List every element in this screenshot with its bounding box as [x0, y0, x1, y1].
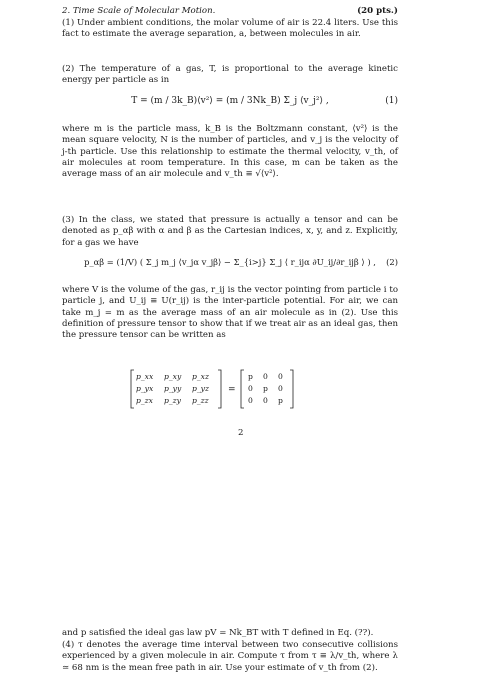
problem-points: (20 pts.) — [357, 6, 398, 16]
part-3b — [62, 285, 398, 341]
right-matrix-open-bracket — [241, 370, 244, 408]
part-3b-text: where V is the volume of the gas, r_ij is the vector pointing from particle i to particle j, and U_ij ≡ U(r_ij) is the inter-particle potential. For air, we can take m_j = m as the average mass of an air molecule as in (2). Use this definition of pressure tensor to show that if we treat air as an ideal gas, then the pressure tensor can be written as — [62, 285, 398, 341]
part-2b-text: where m is the particle mass, k_B is the Boltzmann constant, ⟨v²⟩ is the mean square velocity, N is the number of particles, and v_j is the velocity of j-th particle. Use this relationship to estimate the thermal velocity, v_th, of air molecules at room temperature. In this case, m can be taken as the average mass of an air molecule and v_th ≡ √⟨v²⟩. — [62, 124, 398, 180]
pressure-tensor-svg — [130, 368, 300, 410]
part-3c-text: and p satisfied the ideal gas law pV = Nk_BT with T defined in Eq. (??). — [62, 628, 374, 638]
problem-header — [62, 6, 398, 17]
right-matrix-close-bracket — [290, 370, 293, 408]
equation-2-number: (2) — [386, 257, 398, 267]
right-matrix-cell: 0 — [263, 372, 268, 381]
left-matrix-cell: p_zx — [136, 396, 153, 405]
right-matrix-cell: 0 — [248, 384, 253, 393]
page-number: 2 — [238, 428, 244, 438]
right-matrix-cell: p — [278, 396, 283, 405]
left-matrix-cell: p_yx — [136, 384, 154, 393]
left-matrix-open-bracket — [131, 370, 134, 408]
part-2b — [62, 124, 398, 180]
part-2-text: (2) The temperature of a gas, T, is proportional to the average kinetic energy per particle as in — [62, 64, 398, 86]
right-matrix-cell: 0 — [248, 396, 253, 405]
part-3-text: (3) In the class, we stated that pressure is actually a tensor and can be denoted as p_αβ with α and β as the Cartesian indices, x, y, and z. Explicitly, for a gas we have — [62, 215, 398, 248]
right-matrix-cell: p — [263, 384, 268, 393]
part-4 — [62, 640, 398, 674]
right-matrix-cell: 0 — [263, 396, 268, 405]
left-matrix-cell: p_zz — [192, 396, 209, 405]
left-matrix-cell: p_xz — [192, 372, 209, 381]
right-matrix-cell: p — [248, 372, 253, 381]
equation-1-text: T = (m / 3k_B)⟨v²⟩ = (m / 3Nk_B) Σ_j ⟨v_j²⟩ , — [131, 96, 329, 106]
equation-2-text: p_αβ = (1/V) ( Σ_j m_j ⟨v_jα v_jβ⟩ − Σ_{i>j} Σ_j ⟨ r_ijα ∂U_ij/∂r_ijβ ⟩ ) , — [84, 257, 376, 267]
part-3 — [62, 215, 398, 249]
left-matrix-cell: p_zy — [164, 396, 181, 405]
problem-title: 2. Time Scale of Molecular Motion. — [62, 6, 216, 16]
part-3c — [62, 628, 398, 639]
left-matrix-close-bracket — [218, 370, 221, 408]
left-matrix-cell: p_yy — [164, 384, 182, 393]
part-1 — [62, 18, 398, 41]
left-matrix-cell: p_xx — [136, 372, 154, 381]
left-matrix-cell: p_yz — [192, 384, 209, 393]
part-1-text: (1) Under ambient conditions, the molar volume of air is 22.4 liters. Use this fact to estimate the average separation, a, between molecules in air. — [62, 18, 398, 40]
equation-2 — [62, 249, 398, 275]
equation-1 — [62, 88, 398, 114]
part-4-text: (4) τ denotes the average time interval between two consecutive collisions experienced by a given molecule in air. Compute τ from τ ≡ λ/v_th, where λ ≃ 68 nm is the mean free path in air. Use your estimate of v_th from (2). — [62, 640, 398, 673]
matrix-equals-sign: = — [228, 385, 236, 395]
pressure-tensor-equation — [130, 368, 300, 410]
part-2 — [62, 64, 398, 87]
left-matrix-cell: p_xy — [164, 372, 182, 381]
right-matrix-cell: 0 — [278, 384, 283, 393]
equation-1-number: (1) — [385, 96, 398, 106]
right-matrix-cell: 0 — [278, 372, 283, 381]
